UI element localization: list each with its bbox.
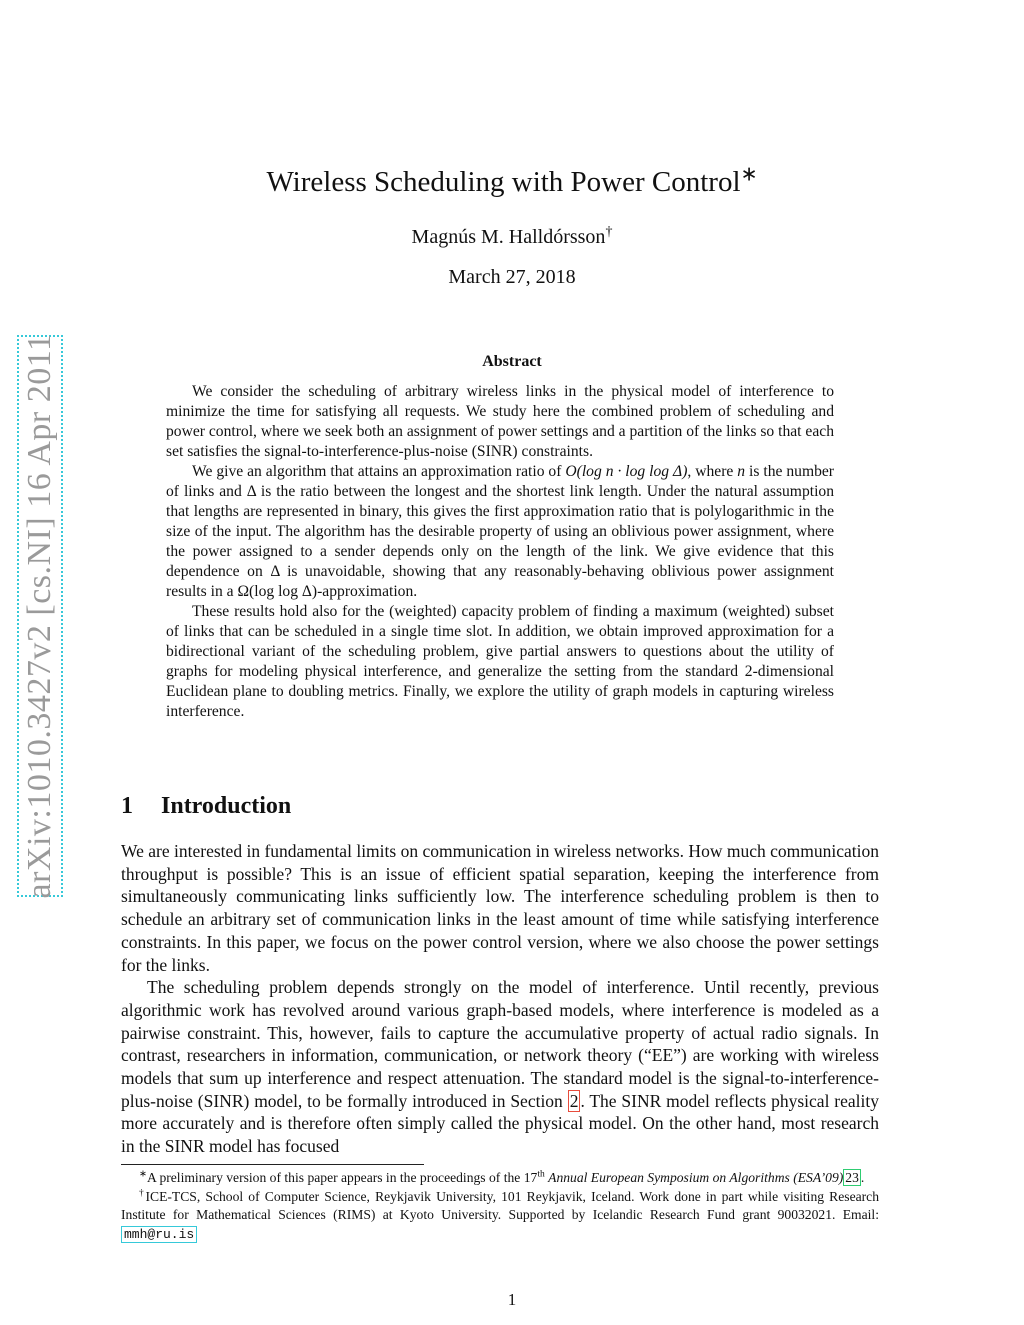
- paper-date: March 27, 2018: [448, 266, 576, 288]
- math-variable: n: [737, 463, 746, 480]
- author-name: Magnús M. Halldórsson: [411, 226, 606, 248]
- author-footnote-mark[interactable]: †: [605, 224, 613, 240]
- abstract-text: is the number of links and Δ is the ratio between the longest and the shortest link length. Under the natural assumption that lengths are represented in binary, this gives the first approximation ratio that is polylogarithmic in the size of the input. The algorithm has the desirable property of using an oblivious power assignment, where the power assigned to a sender depends only on the length of the link. We give evidence that this dependence on Δ is unavoidable, showing that any reasonably-behaving oblivious power assignment results in a Ω(log log Δ)-approximation.: [166, 463, 835, 600]
- footnote-1: [121, 1169, 879, 1188]
- title-footnote-mark[interactable]: ∗: [740, 163, 758, 186]
- section-reference-link[interactable]: 2: [569, 1090, 579, 1111]
- abstract-text: , where: [687, 463, 738, 480]
- footnote-2: [121, 1188, 879, 1245]
- section-title: Introduction: [161, 793, 292, 819]
- body-text: The scheduling problem depends strongly on the model of interference. Until recently, previous algorithmic work has revolved around various graph-based models, where interference is modeled as a pairwise constraint. This, however, fails to capture the accumulative property of actual radio signals. In contrast, researchers in information, communication, or network theory (“EE”) are working with wireless models that sum up interference and respect attenuation. The standard model is the signal-to-interference-plus-noise (SINR) model, to be formally introduced in Section: [121, 977, 879, 1111]
- introduction-body: [121, 840, 879, 1158]
- arxiv-identifier[interactable]: arXiv:1010.3427v2 [cs.NI] 16 Apr 2011: [21, 333, 58, 899]
- page-number: 1: [507, 1290, 517, 1309]
- abstract-paragraph: [166, 462, 834, 602]
- abstract-paragraph: These results hold also for the (weighted) capacity problem of finding a maximum (weighted) subset of links that can be scheduled in a single time slot. In addition, we obtain improved approximation for a bidirectional variant of the scheduling problem, give partial answers to questions about the utility of graphs for modeling physical interference, and generalize the setting from the standard 2-dimensional Euclidean plane to doubling metrics. Finally, we explore the utility of graph models in capturing wireless interference.: [166, 603, 834, 720]
- email-link[interactable]: mmh@ru.is: [121, 1226, 197, 1243]
- abstract-body: [166, 382, 834, 722]
- body-paragraph: [121, 976, 879, 1158]
- abstract-heading: Abstract: [482, 353, 542, 370]
- superscript: th: [537, 1169, 545, 1180]
- footnote-text: ICE-TCS, School of Computer Science, Reykjavik University, 101 Reykjavik, Iceland. Work done in part while visiting Research Institute for Mathematical Sciences (RIMS) at Kyoto University. Supported by Icelandic Research Fund grant 90032021. Email:: [121, 1188, 879, 1222]
- venue-name: Annual European Symposium on Algorithms (ESA’09): [548, 1170, 844, 1185]
- paper-title: [0, 163, 1024, 199]
- footnote-text: .: [860, 1170, 865, 1185]
- abstract-paragraph: We consider the scheduling of arbitrary wireless links in the physical model of interference to minimize the time for satisfying all requests. We study here the combined problem of scheduling and power control, where we seek both an assignment of power settings and a partition of the links so that each set satisfies the signal-to-interference-plus-noise (SINR) constraints.: [166, 383, 834, 460]
- footnote-divider: [121, 1164, 424, 1165]
- math-expression: O(log n · log log Δ): [565, 463, 688, 480]
- citation-link[interactable]: 23: [845, 1170, 859, 1185]
- body-text: . The SINR model reflects physical reality more accurately and is therefore often simply called the physical model. On the other hand, most research in the SINR model has focused: [121, 1090, 879, 1157]
- arxiv-sidebar-stamp: [17, 335, 63, 897]
- footnotes: [121, 1169, 879, 1244]
- body-paragraph: We are interested in fundamental limits on communication in wireless networks. How much communication throughput is possible? This is an issue of efficient spatial separation, keeping the interference from simultaneously communicating links sufficiently low. The interference scheduling problem is then to schedule an arbitrary set of communication links in the least amount of time while satisfying interference constraints. In this paper, we focus on the power control version, where we also choose the power settings for the links.: [121, 841, 879, 975]
- author-line: [0, 226, 1024, 249]
- title-text: Wireless Scheduling with Power Control: [266, 166, 741, 198]
- footnote-text: A preliminary version of this paper appears in the proceedings of the 17: [146, 1170, 538, 1185]
- abstract-text: We give an algorithm that attains an approximation ratio of: [192, 463, 566, 480]
- footnote-mark: †: [139, 1187, 146, 1198]
- section-heading: [121, 793, 291, 820]
- footnote-mark: ∗: [139, 1169, 147, 1180]
- section-number: 1: [121, 793, 133, 819]
